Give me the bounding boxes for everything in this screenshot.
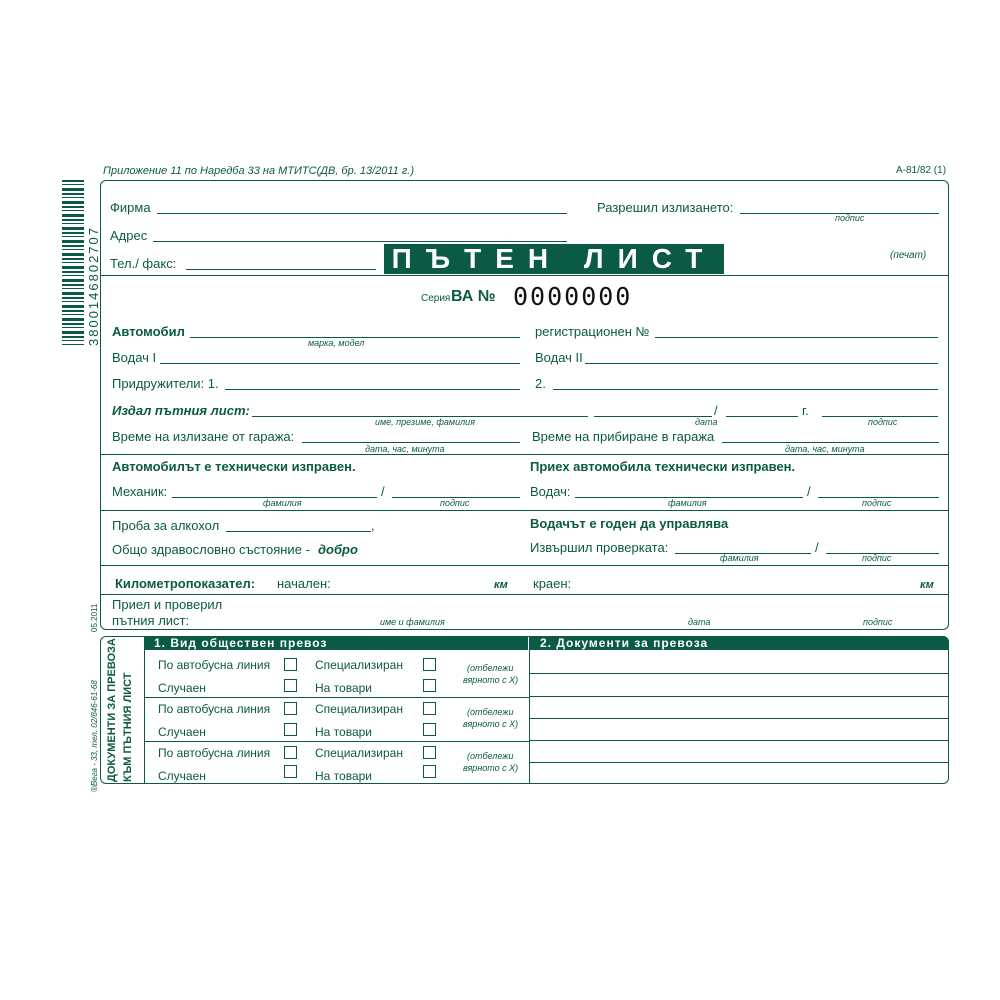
document-line[interactable] <box>530 762 949 763</box>
form-code: А-81/82 (1) <box>896 165 947 176</box>
group-divider <box>144 741 529 742</box>
tel-label: Тел./ факс: <box>110 256 177 271</box>
occasional-checkbox[interactable] <box>284 723 297 736</box>
series-label: Серия <box>421 293 451 304</box>
docs-label-2: КЪМ ПЪТНИЯ ЛИСТ <box>122 672 134 782</box>
date-code: 05.2011 <box>90 603 99 632</box>
barcode <box>62 180 84 345</box>
annex-text: Приложение 11 по Наредба 33 на МТИТС(ДВ, бр. 13/2011 г.) <box>103 165 414 177</box>
alcohol-field[interactable] <box>226 531 371 532</box>
goods-label: На товари <box>315 769 372 783</box>
series-value: ВА № <box>451 288 496 305</box>
printer-info: ®Вега - 33, тел. 02/846-61-68 <box>90 680 99 792</box>
km-start-label: начален: <box>277 576 331 591</box>
divider <box>100 594 949 595</box>
address-field[interactable] <box>153 241 567 242</box>
reg-no-field[interactable] <box>655 337 938 338</box>
note-line2: вярното с Х) <box>463 675 519 685</box>
checked-signature-hint: подпис <box>862 553 892 563</box>
document-line[interactable] <box>530 740 949 741</box>
departure-field[interactable] <box>302 442 520 443</box>
section1-header: 1. Вид обществен превоз <box>144 636 528 650</box>
special-label: Специализиран <box>315 658 403 672</box>
goods-checkbox[interactable] <box>423 679 436 692</box>
driver-signature-hint: подпис <box>862 498 892 508</box>
alcohol-label: Проба за алкохол <box>112 518 220 533</box>
km-label: Километропоказател: <box>115 576 256 591</box>
return-datetime-hint: дата, час, минута <box>785 444 865 454</box>
occasional-checkbox[interactable] <box>284 765 297 778</box>
companion1-field[interactable] <box>225 389 520 390</box>
note-line2: вярното с Х) <box>463 763 519 773</box>
year-label: г. <box>802 403 809 418</box>
occasional-label: Случаен <box>158 725 206 739</box>
date-hint: дата <box>695 417 718 427</box>
note-line2: вярното с Х) <box>463 719 519 729</box>
occasional-label: Случаен <box>158 681 206 695</box>
issued-year-field[interactable] <box>726 416 798 417</box>
car-label: Автомобил <box>112 324 185 339</box>
docs-label-1: ДОКУМЕНТИ ЗА ПРЕВОЗА <box>106 638 118 782</box>
mechanic-signature-hint: подпис <box>440 498 470 508</box>
stamp-label: (печат) <box>890 250 927 261</box>
divider <box>100 565 949 566</box>
mechanic-surname-hint: фамилия <box>263 498 302 508</box>
accepted-line1: Приел и проверил <box>112 597 223 612</box>
special-checkbox[interactable] <box>423 746 436 759</box>
goods-checkbox[interactable] <box>423 765 436 778</box>
driver1-field[interactable] <box>160 363 520 364</box>
driver1-label: Водач I <box>112 350 157 365</box>
signature-hint: подпис <box>868 417 898 427</box>
reg-no-label: регистрационен № <box>535 324 650 339</box>
good-label: добро <box>318 542 358 557</box>
return-label: Време на прибиране в гаража <box>532 429 715 444</box>
driver2-field[interactable] <box>585 363 938 364</box>
mechanic-label: Механик: <box>112 484 168 499</box>
address-label: Адрес <box>110 228 148 243</box>
special-checkbox[interactable] <box>423 702 436 715</box>
make-model-hint: марка, модел <box>308 338 365 348</box>
special-checkbox[interactable] <box>423 658 436 671</box>
accepted-signature-hint: подпис <box>863 617 893 627</box>
checked-by-label: Извършил проверката: <box>530 540 669 555</box>
divider <box>100 275 949 276</box>
slash: / <box>815 540 819 555</box>
special-label: Специализиран <box>315 746 403 760</box>
bus-checkbox[interactable] <box>284 746 297 759</box>
departure-label: Време на излизане от гаража: <box>112 429 295 444</box>
group-divider <box>144 697 529 698</box>
goods-label: На товари <box>315 681 372 695</box>
note-line1: (отбележи <box>467 751 514 761</box>
checked-surname-hint: фамилия <box>720 553 759 563</box>
note-line1: (отбележи <box>467 707 514 717</box>
divider <box>100 454 949 455</box>
companions-label: Придружители: 1. <box>112 376 219 391</box>
occasional-label: Случаен <box>158 769 206 783</box>
document-number: 0000000 <box>513 282 633 311</box>
accepted-name-hint: име и фамилия <box>380 617 445 627</box>
document-line[interactable] <box>530 718 949 719</box>
slash: / <box>381 484 385 499</box>
slash: / <box>714 403 718 418</box>
section2-header: 2. Документи за превоза <box>530 636 949 650</box>
barcode-number: 3800146802707 <box>86 226 101 346</box>
permitted-label: Разрешил излизането: <box>597 200 734 215</box>
bus-checkbox[interactable] <box>284 702 297 715</box>
firm-label: Фирма <box>110 200 151 215</box>
km-end-label: краен: <box>533 576 572 591</box>
bus-label: По автобусна линия <box>158 746 271 760</box>
document-line[interactable] <box>530 673 949 674</box>
tel-field[interactable] <box>186 269 376 270</box>
received-ok-label: Приех автомобила технически изправен. <box>530 459 796 474</box>
bus-checkbox[interactable] <box>284 658 297 671</box>
divider <box>100 510 949 511</box>
comma: , <box>371 518 375 533</box>
form-title: ПЪТЕН ЛИСТ <box>384 244 724 274</box>
accepted-date-hint: дата <box>688 617 711 627</box>
km-start-unit: км <box>494 579 508 591</box>
goods-checkbox[interactable] <box>423 723 436 736</box>
bus-label: По автобусна линия <box>158 702 271 716</box>
firm-field[interactable] <box>157 213 567 214</box>
accepted-line2: пътния лист: <box>112 613 190 628</box>
note-line1: (отбележи <box>467 663 514 673</box>
occasional-checkbox[interactable] <box>284 679 297 692</box>
goods-label: На товари <box>315 725 372 739</box>
companion2-label: 2. <box>535 376 546 391</box>
return-field[interactable] <box>722 442 939 443</box>
companion2-field[interactable] <box>553 389 938 390</box>
driver-surname-hint: фамилия <box>668 498 707 508</box>
document-line[interactable] <box>530 696 949 697</box>
departure-datetime-hint: дата, час, минута <box>365 444 445 454</box>
bus-label: По автобусна линия <box>158 658 271 672</box>
fit-label: Водачът е годен да управлява <box>530 516 729 531</box>
km-end-unit: км <box>920 579 934 591</box>
permitted-signature-hint: подпис <box>835 213 865 223</box>
special-label: Специализиран <box>315 702 403 716</box>
car-ok-label: Автомобилът е технически изправен. <box>112 459 356 474</box>
driver2-label: Водач II <box>535 350 583 365</box>
issued-by-label: Издал пътния лист: <box>112 403 250 418</box>
driver-label: Водач: <box>530 484 571 499</box>
full-name-hint: име, презиме, фамилия <box>375 417 475 427</box>
general-health-label: Общо здравословно състояние - <box>112 542 310 557</box>
slash: / <box>807 484 811 499</box>
